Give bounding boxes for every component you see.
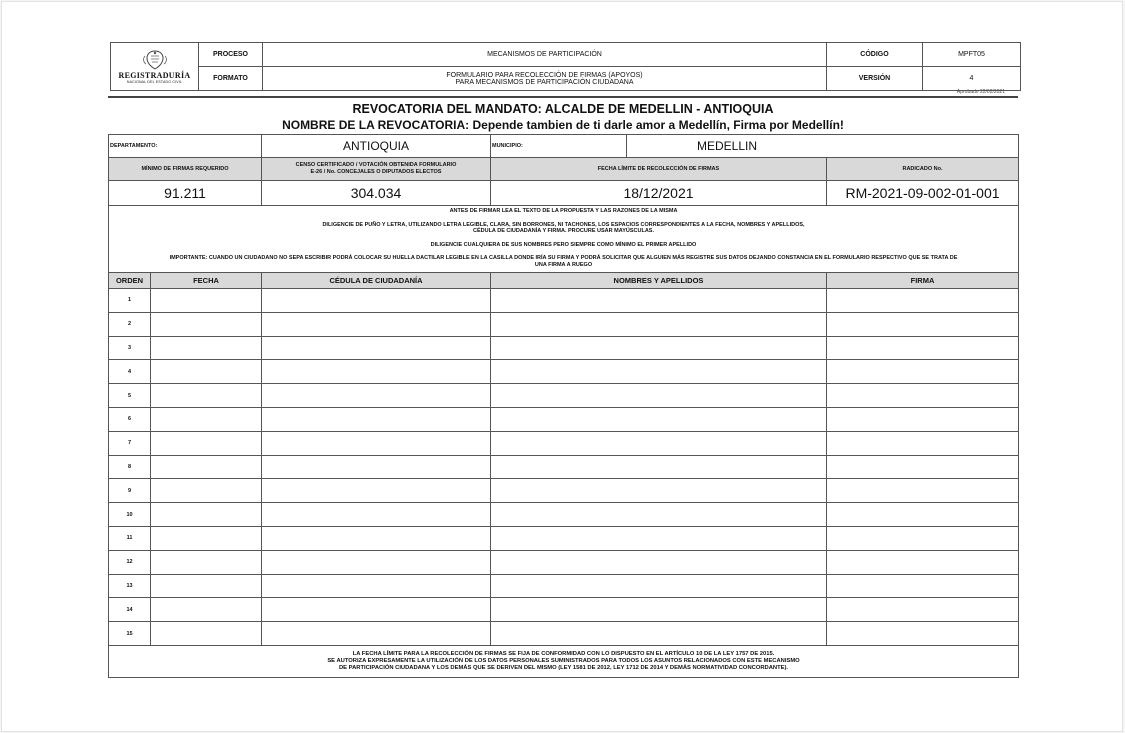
cedula-cell[interactable]	[262, 336, 491, 360]
nombres-cell[interactable]	[491, 574, 827, 598]
nombres-cell[interactable]	[491, 526, 827, 550]
table-row	[109, 289, 1019, 313]
version-label: VERSIÓN	[827, 67, 923, 91]
fecha-limite-label: FECHA LÍMITE DE RECOLECCIÓN DE FIRMAS	[491, 158, 827, 181]
fecha-cell[interactable]	[151, 312, 262, 336]
row-number: 7	[109, 431, 151, 455]
fecha-cell[interactable]	[151, 479, 262, 503]
instruction-4b: UNA FIRMA A RUEGO	[534, 261, 593, 268]
nombres-cell[interactable]	[491, 431, 827, 455]
row-number: 6	[109, 407, 151, 431]
page-title: REVOCATORIA DEL MANDATO: ALCALDE DE MEDELLIN - ANTIOQUIA	[352, 102, 774, 116]
firma-cell[interactable]	[827, 407, 1019, 431]
firma-cell[interactable]	[827, 598, 1019, 622]
codigo-value: MPFT05	[923, 43, 1021, 67]
fecha-cell[interactable]	[151, 574, 262, 598]
nombres-cell[interactable]	[491, 503, 827, 527]
instruction-4	[109, 253, 1019, 273]
legal-footer	[109, 645, 1019, 677]
version-value: 4	[923, 67, 1021, 91]
table-row	[109, 312, 1019, 336]
firma-cell[interactable]	[827, 289, 1019, 313]
approved-date: Aprobado 22/02/2021	[956, 89, 1005, 95]
departamento-label: DEPARTAMENTO:	[109, 135, 262, 158]
row-number: 14	[109, 598, 151, 622]
header-table	[110, 42, 1021, 91]
fecha-cell[interactable]	[151, 289, 262, 313]
table-row	[109, 550, 1019, 574]
cedula-cell[interactable]	[262, 598, 491, 622]
cedula-cell[interactable]	[262, 312, 491, 336]
row-number: 13	[109, 574, 151, 598]
minimo-firmas-value: 91.211	[109, 181, 262, 206]
fecha-cell[interactable]	[151, 455, 262, 479]
instruction-2b: CÉDULA DE CIUDADANÍA Y FIRMA. PROCURE USAR MAYÚSCULAS.	[472, 228, 654, 234]
nombres-cell[interactable]	[491, 336, 827, 360]
firma-cell[interactable]	[827, 622, 1019, 646]
firma-cell[interactable]	[827, 431, 1019, 455]
fecha-cell[interactable]	[151, 503, 262, 527]
firma-cell[interactable]	[827, 360, 1019, 384]
fecha-cell[interactable]	[151, 407, 262, 431]
fecha-cell[interactable]	[151, 598, 262, 622]
table-row	[109, 503, 1019, 527]
fecha-cell[interactable]	[151, 622, 262, 646]
nombres-cell[interactable]	[491, 289, 827, 313]
table-row	[109, 360, 1019, 384]
censo-label	[262, 158, 491, 181]
firma-cell[interactable]	[827, 526, 1019, 550]
censo-label-line-1: CENSO CERTIFICADO / VOTACIÓN OBTENIDA FORMULARIO	[295, 162, 457, 168]
table-row	[109, 384, 1019, 408]
col-fecha: FECHA	[151, 273, 262, 289]
fecha-cell[interactable]	[151, 384, 262, 408]
revocatoria-name: NOMBRE DE LA REVOCATORIA: Depende tambien de ti darle amor a Medellín, Firma por Medellín!	[282, 118, 844, 132]
cedula-cell[interactable]	[262, 407, 491, 431]
codigo-label: CÓDIGO	[827, 43, 923, 67]
cedula-cell[interactable]	[262, 360, 491, 384]
row-number: 2	[109, 312, 151, 336]
formato-line-1: FORMULARIO PARA RECOLECCIÓN DE FIRMAS (APOYOS)	[446, 71, 643, 79]
row-number: 11	[109, 526, 151, 550]
row-number: 12	[109, 550, 151, 574]
firma-cell[interactable]	[827, 550, 1019, 574]
cedula-cell[interactable]	[262, 289, 491, 313]
nombres-cell[interactable]	[491, 550, 827, 574]
nombres-cell[interactable]	[491, 622, 827, 646]
formato-label: FORMATO	[199, 67, 263, 91]
footer-line-3: DE PARTICIPACIÓN CIUDADANA Y LOS DEMÁS QUE SE DERIVEN DEL MISMO (LEY 1581 DE 2012, LEY 1712 DE 2014 Y DEMÁS NORMATIVIDAD CONCORDANTE).	[338, 664, 789, 671]
cedula-cell[interactable]	[262, 550, 491, 574]
nombres-cell[interactable]	[491, 384, 827, 408]
row-number: 1	[109, 289, 151, 313]
col-firma: FIRMA	[827, 273, 1019, 289]
coat-of-arms-icon	[142, 50, 168, 70]
row-number: 15	[109, 622, 151, 646]
fecha-cell[interactable]	[151, 360, 262, 384]
proceso-value: MECANISMOS DE PARTICIPACIÓN	[263, 43, 827, 67]
cedula-cell[interactable]	[262, 526, 491, 550]
municipio-label: MUNICIPIO:	[491, 135, 627, 158]
table-row	[109, 407, 1019, 431]
cedula-cell[interactable]	[262, 574, 491, 598]
firma-cell[interactable]	[827, 455, 1019, 479]
nombres-cell[interactable]	[491, 455, 827, 479]
firma-cell[interactable]	[827, 312, 1019, 336]
nombres-cell[interactable]	[491, 598, 827, 622]
firma-cell[interactable]	[827, 384, 1019, 408]
departamento-value: ANTIOQUIA	[262, 135, 491, 158]
row-number: 9	[109, 479, 151, 503]
footer-line-1: LA FECHA LÍMITE PARA LA RECOLECCIÓN DE FIRMAS SE FIJA DE CONFORMIDAD CON LO DISPUESTO EN EL ARTÍCULO 10 DE LA LEY 1757 DE 2015.	[352, 650, 775, 657]
censo-value: 304.034	[262, 181, 491, 206]
signature-rows	[109, 289, 1019, 646]
instruction-2a: DILIGENCIE DE PUÑO Y LETRA, UTILIZANDO LETRA LEGIBLE, CLARA, SIN BORRONES, NI TACHONES, LOS ESPACIOS CORRESPONDIENTES A LA FECHA, NOMBRES Y APELLIDOS,	[322, 221, 805, 228]
table-row	[109, 455, 1019, 479]
proceso-label: PROCESO	[199, 43, 263, 67]
cedula-cell[interactable]	[262, 384, 491, 408]
fecha-cell[interactable]	[151, 526, 262, 550]
instruction-3: DILIGENCIE CUALQUIERA DE SUS NOMBRES PERO SIEMPRE COMO MÍNIMO EL PRIMER APELLIDO	[109, 240, 1019, 254]
municipio-value: MEDELLIN	[627, 135, 1019, 158]
firma-cell[interactable]	[827, 479, 1019, 503]
censo-label-line-2: E-26 / No. CONCEJALES O DIPUTADOS ELECTOS	[310, 169, 442, 175]
cedula-cell[interactable]	[262, 455, 491, 479]
fecha-cell[interactable]	[151, 431, 262, 455]
nombres-cell[interactable]	[491, 479, 827, 503]
radicado-label: RADICADO No.	[827, 158, 1019, 181]
footer-line-2: SE AUTORIZA EXPRESAMENTE LA UTILIZACIÓN DE LOS DATOS PERSONALES SUMINISTRADOS PARA TODOS LOS ASUNTOS RELACIONADOS CON ESTE MECANISMO	[327, 657, 800, 664]
cedula-cell[interactable]	[262, 431, 491, 455]
registraduria-logo	[111, 43, 199, 91]
row-number: 8	[109, 455, 151, 479]
header-divider	[108, 96, 1018, 98]
table-row	[109, 622, 1019, 646]
col-cedula: CÉDULA DE CIUDADANÍA	[262, 273, 491, 289]
firma-cell[interactable]	[827, 503, 1019, 527]
instruction-2	[109, 220, 1019, 240]
row-number: 10	[109, 503, 151, 527]
nombres-cell[interactable]	[491, 407, 827, 431]
logo-text: REGISTRADURÍA	[118, 70, 191, 80]
logo-subtext: NACIONAL DEL ESTADO CIVIL	[126, 79, 183, 84]
fecha-cell[interactable]	[151, 336, 262, 360]
table-row	[109, 526, 1019, 550]
instruction-4a: IMPORTANTE: CUANDO UN CIUDADANO NO SEPA ESCRIBIR PODRÁ COLOCAR SU HUELLA DACTILAR LEGIBLE EN LA CASILLA DONDE IRÍA SU FIRMA Y PODRÁ SOLICITAR QUE ALGUIEN MÁS REGISTRE SUS DATOS DEJANDO CONSTANCIA EN EL FORMULARIO RESPECTIVO QUE SE TRATA DE	[169, 255, 958, 261]
table-row	[109, 479, 1019, 503]
formato-line-2: PARA MECANISMOS DE PARTICIPACIÓN CIUDADANA	[455, 78, 634, 86]
radicado-value: RM-2021-09-002-01-001	[827, 181, 1019, 206]
firma-cell[interactable]	[827, 574, 1019, 598]
cedula-cell[interactable]	[262, 479, 491, 503]
row-number: 5	[109, 384, 151, 408]
cedula-cell[interactable]	[262, 503, 491, 527]
fecha-limite-value: 18/12/2021	[491, 181, 827, 206]
row-number: 3	[109, 336, 151, 360]
row-number: 4	[109, 360, 151, 384]
formato-value	[263, 67, 827, 91]
instruction-1: ANTES DE FIRMAR LEA EL TEXTO DE LA PROPUESTA Y LAS RAZONES DE LA MISMA	[109, 206, 1019, 220]
nombres-cell[interactable]	[491, 312, 827, 336]
signature-form-table	[108, 134, 1019, 678]
nombres-cell[interactable]	[491, 360, 827, 384]
table-row	[109, 431, 1019, 455]
col-orden: ORDEN	[109, 273, 151, 289]
fecha-cell[interactable]	[151, 550, 262, 574]
cedula-cell[interactable]	[262, 622, 491, 646]
firma-cell[interactable]	[827, 336, 1019, 360]
table-row	[109, 574, 1019, 598]
col-nombres: NOMBRES Y APELLIDOS	[491, 273, 827, 289]
table-row	[109, 598, 1019, 622]
minimo-firmas-label: MÍNIMO DE FIRMAS REQUERIDO	[109, 158, 262, 181]
table-row	[109, 336, 1019, 360]
